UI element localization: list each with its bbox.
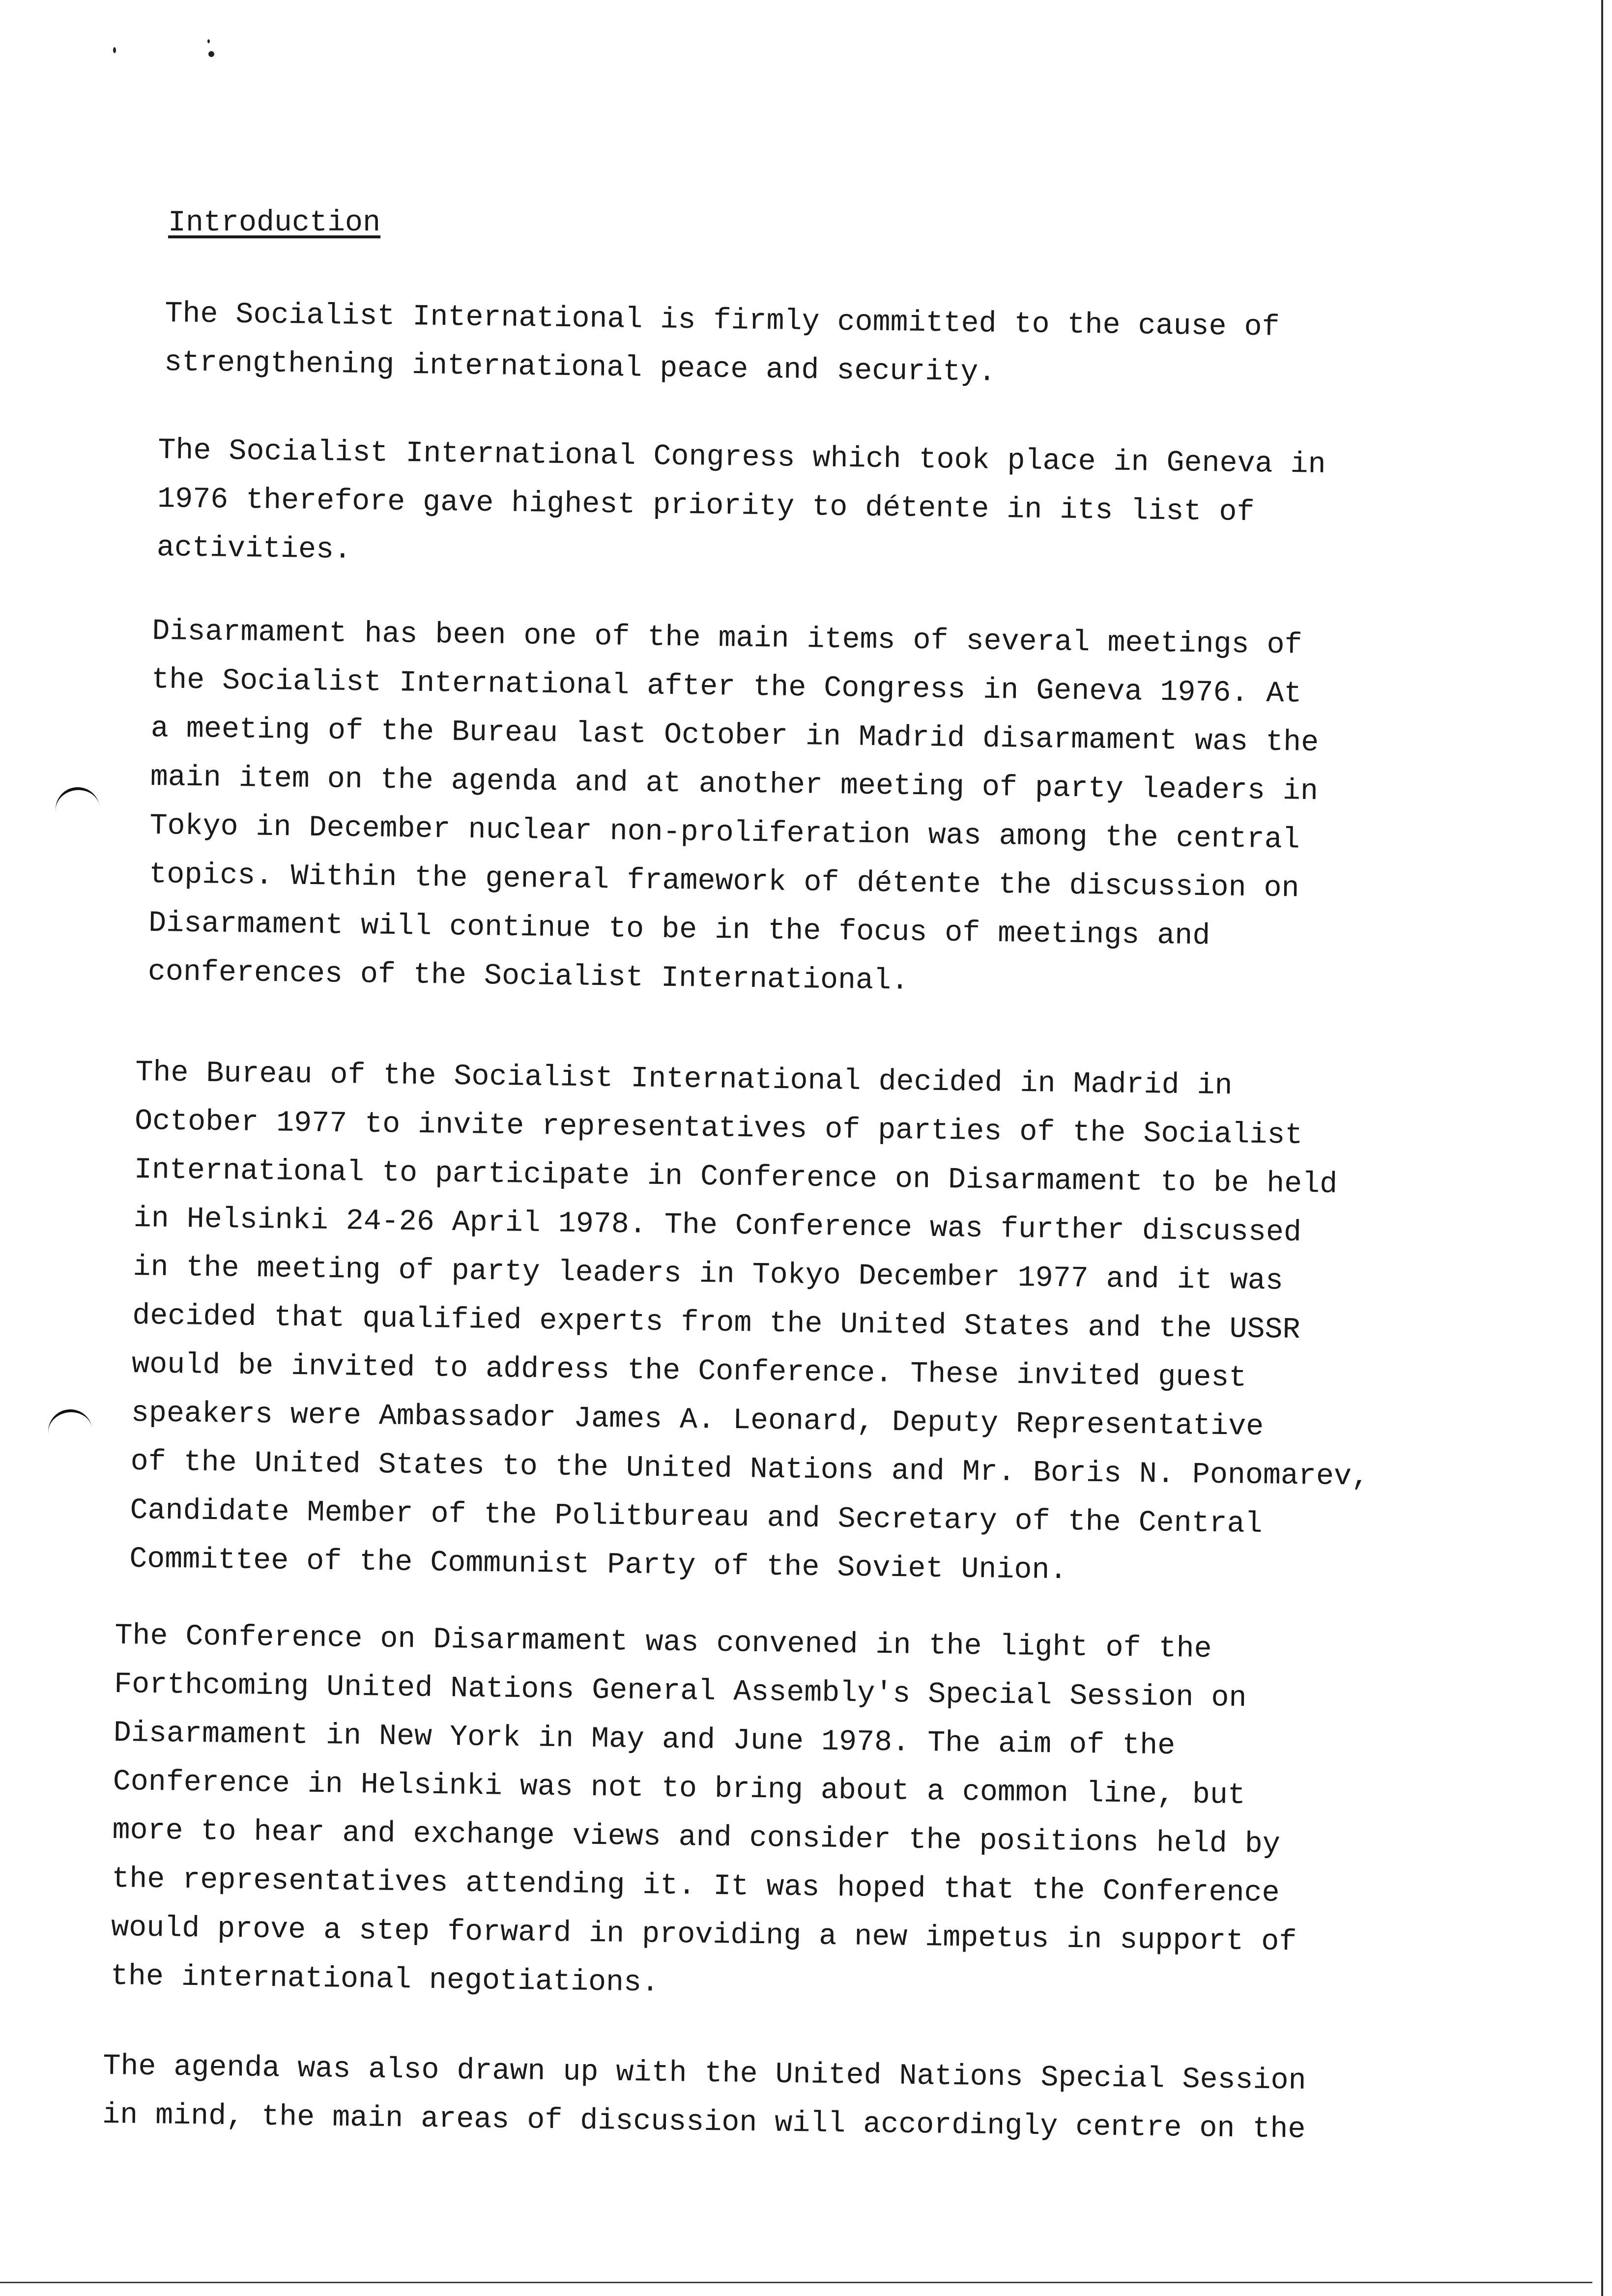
text-line: would be invited to address the Conference. These invited guest [131, 1348, 1247, 1395]
text-line: Committee of the Communist Party of the Soviet Union. [129, 1542, 1067, 1588]
text-line: Candidate Member of the Politbureau and Secretary of the Central [130, 1493, 1263, 1542]
margin-bracket-mark [45, 1406, 92, 1435]
text-line: strengthening international peace and security. [164, 345, 996, 390]
text-line: decided that qualified experts from the United States and the USSR [132, 1299, 1300, 1347]
text-line: topics. Within the general framework of détente the discussion on [148, 858, 1299, 906]
text-line: 1976 therefore gave highest priority to détente in its list of [157, 482, 1255, 530]
text-line: Conference in Helsinki was not to bring about a common line, but [113, 1765, 1246, 1813]
text-line: the Socialist International after the Congress in Geneva 1976. At [151, 663, 1302, 711]
text-line: more to hear and exchange views and consider the positions held by [112, 1813, 1281, 1862]
page-bottom-edge [0, 2282, 1592, 2283]
text-line: Forthcoming United Nations General Assembly's Special Session on [114, 1667, 1247, 1716]
text-line: activities. [156, 531, 352, 567]
text-line: The Socialist International Congress which took place in Geneva in [157, 433, 1326, 482]
paragraph-6 [102, 2042, 1307, 2154]
text-line: speakers were Ambassador James A. Leonard, Deputy Representative [131, 1396, 1264, 1444]
text-line: in Helsinki 24-26 April 1978. The Conference was further discussed [133, 1202, 1302, 1250]
page-right-edge [1601, 0, 1603, 2296]
text-line: The Bureau of the Socialist International decided in Madrid in [135, 1056, 1233, 1103]
text-line: of the United States to the United Nations and Mr. Boris N. Ponomarev, [130, 1445, 1370, 1494]
scan-speck [207, 39, 210, 43]
paragraph-2 [156, 427, 1326, 587]
text-line: International to participate in Conference on Disarmament to be held [134, 1153, 1338, 1202]
paragraph-3 [147, 607, 1320, 1011]
paragraph-4 [129, 1049, 1375, 1599]
text-line: Disarmament in New York in May and June 1978. The aim of the [113, 1716, 1176, 1763]
text-line: main item on the agenda and at another meeting of party leaders in [150, 760, 1319, 809]
text-line: October 1977 to invite representatives of parties of the Socialist [134, 1104, 1303, 1153]
text-line: Tokyo in December nuclear non-proliferation was among the central [149, 809, 1300, 857]
text-line: The Socialist International is firmly committed to the cause of [164, 297, 1280, 344]
text-line: in mind, the main areas of discussion will accordingly centre on the [102, 2098, 1306, 2147]
text-line: Disarmament has been one of the main items of several meetings of [151, 614, 1303, 662]
text-line: The agenda was also drawn up with the United Nations Special Session [102, 2049, 1307, 2098]
document-heading: Introduction [168, 206, 381, 240]
text-line: a meeting of the Bureau last October in Madrid disarmament was the [150, 712, 1319, 760]
paragraph-1 [164, 290, 1280, 401]
text-line: conferences of the Socialist International. [147, 955, 909, 998]
scan-speck [208, 51, 214, 57]
margin-bracket-mark [53, 784, 100, 813]
text-line: The Conference on Disarmament was convened in the light of the [114, 1619, 1212, 1666]
text-line: in the meeting of party leaders in Tokyo December 1977 and it was [133, 1250, 1284, 1298]
scan-speck [113, 47, 116, 53]
text-line: Disarmament will continue to be in the focus of meetings and [148, 906, 1210, 953]
text-line: the representatives attending it. It was hoped that the Conference [111, 1862, 1280, 1910]
text-line: the international negotiations. [110, 1959, 660, 2000]
paragraph-5 [110, 1612, 1300, 2015]
text-line: would prove a step forward in providing a new impetus in support of [111, 1911, 1297, 1959]
